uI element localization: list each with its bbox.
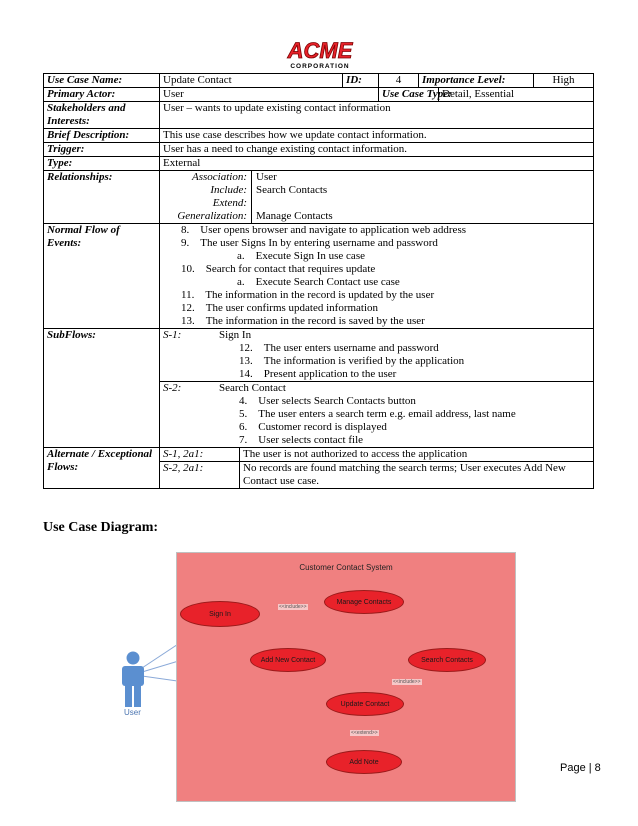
usecase-manage-contacts: Manage Contacts — [324, 590, 404, 614]
include-value: Search Contacts — [256, 184, 328, 196]
subflow-step: 6. Customer record is displayed — [239, 421, 387, 433]
label-alternate-flows: Alternate / Exceptional Flows: — [44, 448, 160, 489]
subflow-s1-id: S-1: — [163, 329, 182, 341]
usecase-sign-in: Sign In — [180, 601, 260, 627]
label-brief-description: Brief Description: — [44, 129, 160, 143]
flow-substep: a. Execute Sign In use case — [237, 250, 365, 262]
generalization-value: Manage Contacts — [256, 210, 333, 222]
label-subflows: SubFlows: — [44, 329, 160, 448]
association-label: Association: — [160, 171, 252, 184]
value-trigger: User has a need to change existing contact information. — [160, 143, 594, 157]
label-use-case-type: Use Case Type: — [379, 88, 439, 102]
include-label: Include: — [160, 184, 252, 197]
flow-step: 8. User opens browser and navigate to application web address — [181, 224, 467, 236]
label-importance: Importance Level: — [419, 74, 534, 88]
subflow-step: 5. The user enters a search term e.g. email address, last name — [239, 408, 516, 420]
extend-label: Extend: — [160, 197, 252, 210]
subflow-step: 12. The user enters username and password — [239, 342, 439, 354]
subflow-s2-title: Search Contact — [219, 382, 286, 394]
value-primary-actor: User — [160, 88, 379, 102]
subflow-s2-id: S-2: — [163, 382, 182, 394]
label-id: ID: — [343, 74, 379, 88]
subflow-step: 13. The information is verified by the application — [239, 355, 465, 367]
flow-step: 9. The user Signs In by entering username and password — [181, 237, 438, 249]
flow-step: 13. The information in the record is saved by the user — [181, 315, 425, 327]
alternate-1-id: S-1, 2a1: — [160, 448, 240, 461]
subflow-step: 4. User selects Search Contacts button — [239, 395, 416, 407]
subflow-s1-title: Sign In — [219, 329, 252, 341]
alternate-1-text: The user is not authorized to access the application — [243, 448, 468, 460]
logo-text: ACME — [287, 38, 353, 63]
flow-substep: a. Execute Search Contact use case — [237, 276, 400, 288]
generalization-label: Generalization: — [160, 210, 252, 223]
label-relationships: Relationships: — [44, 171, 160, 224]
label-type: Type: — [44, 157, 160, 171]
value-brief-description: This use case describes how we update contact information. — [160, 129, 594, 143]
value-type: External — [160, 157, 594, 171]
alternate-2-text: No records are found matching the search terms; User executes Add New Contact use case. — [243, 462, 566, 487]
subflow-step: 7. User selects contact file — [239, 434, 364, 446]
flow-step: 10. Search for contact that requires update — [181, 263, 376, 275]
system-name: Customer Contact System — [299, 563, 393, 572]
label-primary-actor: Primary Actor: — [44, 88, 160, 102]
actor-label: User — [124, 708, 141, 717]
usecase-add-note: Add Note — [326, 750, 402, 774]
diagram-heading: Use Case Diagram: — [43, 520, 159, 535]
flow-step: 11. The information in the record is updated by the user — [181, 289, 435, 301]
logo-subtext: CORPORATION — [290, 63, 350, 70]
usecase-add-new-contact: Add New Contact — [250, 648, 326, 672]
value-importance: High — [534, 74, 594, 88]
page-number: Page | 8 — [560, 762, 601, 774]
label-stakeholders: Stakeholders and Interests: — [44, 102, 160, 129]
include-stereotype: <<include>> — [393, 679, 421, 685]
extend-stereotype: <<extend>> — [351, 730, 378, 736]
value-use-case-type: Detail, Essential — [439, 88, 594, 102]
label-normal-flow: Normal Flow of Events: — [44, 224, 160, 329]
label-trigger: Trigger: — [44, 143, 160, 157]
value-stakeholders: User – wants to update existing contact information — [160, 102, 594, 129]
usecase-update-contact: Update Contact — [326, 692, 404, 716]
value-use-case-name: Update Contact — [160, 74, 343, 88]
value-id: 4 — [379, 74, 419, 88]
label-use-case-name: Use Case Name: — [44, 74, 160, 88]
flow-step: 12. The user confirms updated information — [181, 302, 379, 314]
subflow-step: 14. Present application to the user — [239, 368, 397, 380]
alternate-2-id: S-2, 2a1: — [160, 462, 240, 488]
usecase-search-contacts: Search Contacts — [408, 648, 486, 672]
association-value: User — [256, 171, 277, 183]
user-actor-icon — [118, 650, 148, 708]
include-stereotype: <<include>> — [279, 604, 307, 610]
